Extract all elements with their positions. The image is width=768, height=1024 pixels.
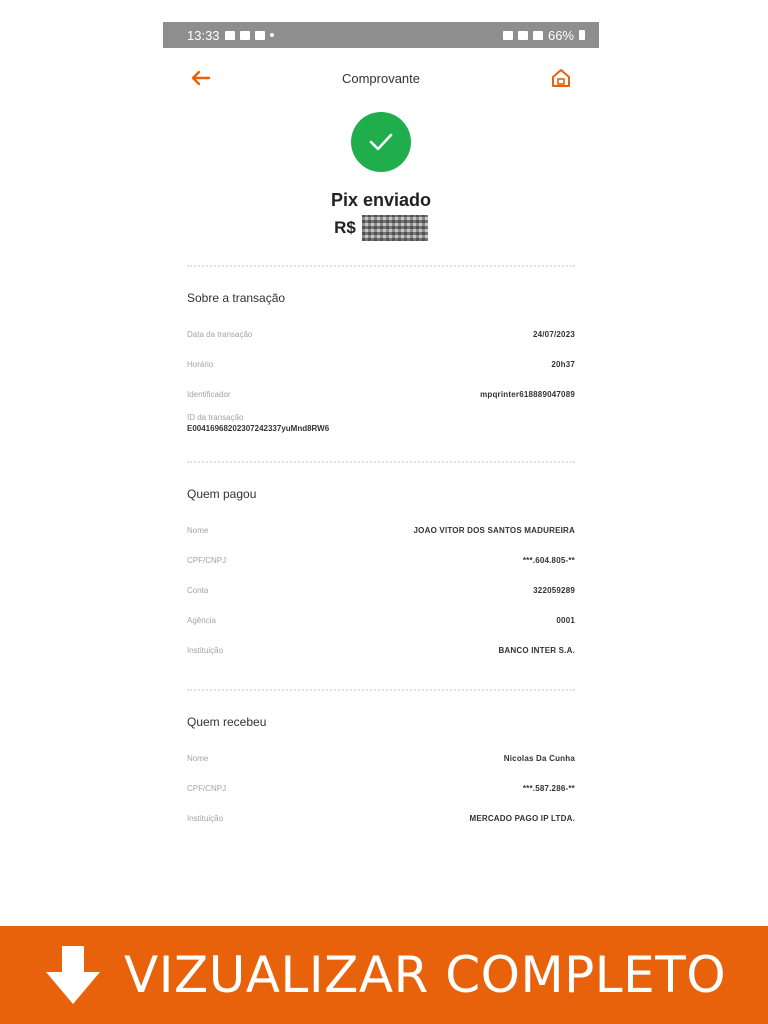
section-title: Quem recebeu <box>187 715 267 729</box>
detail-value: E00416968202307242337yuMnd8RW6 <box>187 424 330 433</box>
detail-label: Instituição <box>187 645 224 655</box>
amount-currency: R$ <box>334 218 356 237</box>
detail-row <box>187 349 575 379</box>
download-arrow-icon <box>40 942 106 1008</box>
detail-value: ***.604.805-** <box>522 555 575 565</box>
detail-row <box>187 319 575 349</box>
status-title: Pix enviado <box>330 190 432 210</box>
battery-level: 66% <box>547 27 574 43</box>
detail-row <box>187 605 575 635</box>
notification-icon <box>255 31 265 40</box>
top-bar <box>163 48 599 108</box>
wifi-icon <box>518 31 528 40</box>
detail-row <box>187 773 575 803</box>
signal-icon <box>533 31 543 40</box>
section-title: Quem pagou <box>187 487 257 501</box>
detail-label: CPF/CNPJ <box>187 555 227 565</box>
detail-label: Horário <box>187 359 214 369</box>
notification-icon <box>225 31 235 40</box>
status-block <box>163 112 599 241</box>
detail-value: mpqrinter618889047089 <box>480 389 575 399</box>
divider <box>187 689 575 691</box>
home-icon[interactable] <box>547 64 575 92</box>
success-check-icon <box>351 112 411 172</box>
detail-row <box>187 575 575 605</box>
detail-row <box>187 545 575 575</box>
page-title: Comprovante <box>341 70 421 86</box>
divider <box>187 265 575 267</box>
status-time: 13:33 <box>187 27 220 43</box>
divider <box>187 461 575 463</box>
detail-label: Nome <box>187 525 209 535</box>
detail-label: Data da transação <box>187 329 253 339</box>
view-complete-button[interactable] <box>0 926 768 1024</box>
detail-row <box>187 379 575 409</box>
phone-screen <box>163 22 599 902</box>
detail-value: 24/07/2023 <box>532 329 575 339</box>
notification-icon <box>240 31 250 40</box>
detail-value: 0001 <box>556 615 575 625</box>
arrow-left-icon[interactable] <box>187 64 215 92</box>
detail-value: Nicolas Da Cunha <box>503 753 575 763</box>
detail-label: Instituição <box>187 813 224 823</box>
status-bar <box>163 22 599 48</box>
detail-row <box>187 515 575 545</box>
detail-value: 20h37 <box>551 359 575 369</box>
detail-row <box>187 635 575 665</box>
detail-value: ***.587.286-** <box>522 783 575 793</box>
detail-label: CPF/CNPJ <box>187 783 227 793</box>
transaction-section <box>163 291 599 437</box>
view-complete-label: VIZUALIZAR COMPLETO <box>124 946 727 1004</box>
detail-value: BANCO INTER S.A. <box>498 645 575 655</box>
detail-value: MERCADO PAGO IP LTDA. <box>469 813 575 823</box>
battery-icon <box>579 30 585 40</box>
more-notifications-icon <box>270 33 274 37</box>
detail-label: Identificador <box>187 389 231 399</box>
detail-label: Nome <box>187 753 209 763</box>
detail-value: JOAO VITOR DOS SANTOS MADUREIRA <box>413 525 575 535</box>
mute-icon <box>503 31 513 40</box>
detail-label: ID da transação <box>187 413 244 422</box>
detail-row <box>187 803 575 833</box>
payer-section <box>163 487 599 665</box>
transaction-id <box>187 409 575 437</box>
detail-label: Conta <box>187 585 209 595</box>
payee-section <box>163 715 599 833</box>
amount-row <box>163 215 599 241</box>
amount-redacted <box>362 215 428 241</box>
section-title: Sobre a transação <box>187 291 286 305</box>
detail-value: 322059289 <box>533 585 575 595</box>
detail-row <box>187 743 575 773</box>
detail-label: Agência <box>187 615 216 625</box>
